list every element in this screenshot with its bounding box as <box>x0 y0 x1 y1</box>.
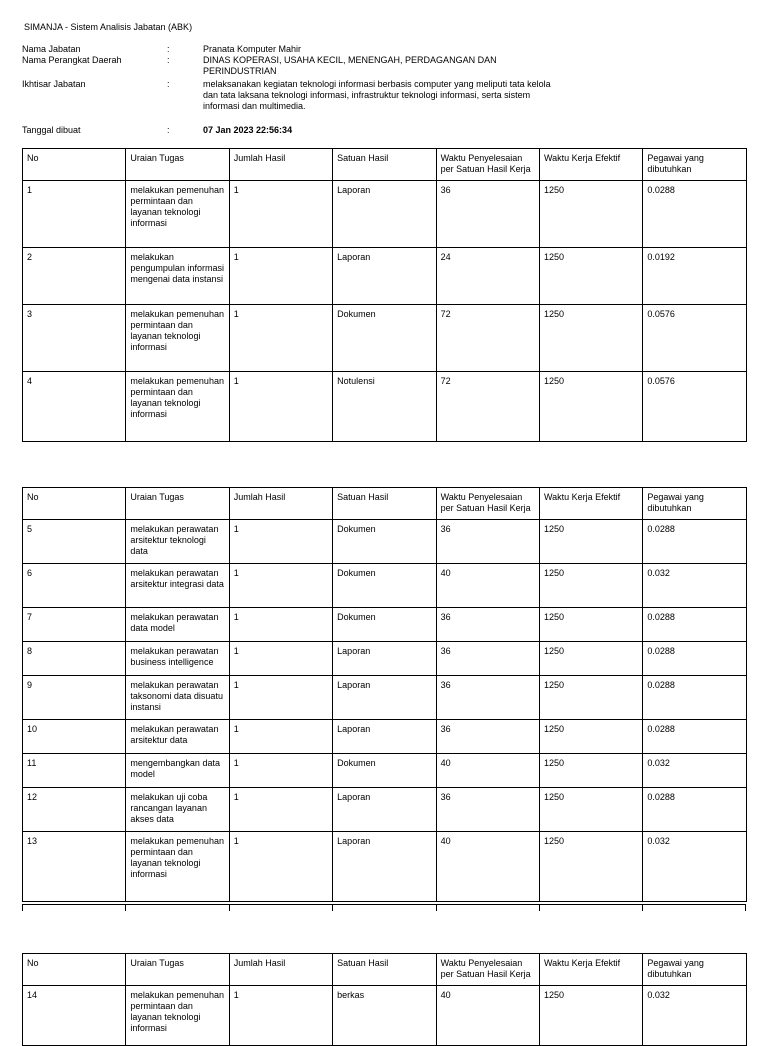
col-waktu-penyelesaian: 40 <box>436 986 539 1046</box>
col-satuan: Laporan <box>333 720 436 754</box>
meta-value: Pranata Komputer Mahir <box>203 44 302 54</box>
table-row <box>23 986 747 1046</box>
table-row <box>23 248 747 305</box>
col-jumlah: 1 <box>229 305 332 372</box>
col-waktu-penyelesaian: 36 <box>436 520 539 564</box>
col-waktu-efektif: 1250 <box>539 181 642 248</box>
col-waktu-efektif: 1250 <box>539 986 642 1046</box>
col-jumlah: 1 <box>229 788 332 832</box>
col-no: 5 <box>23 520 126 564</box>
task-table <box>22 148 747 442</box>
col-pegawai: 0.0288 <box>643 181 746 248</box>
col-waktu-penyelesaian: 36 <box>436 181 539 248</box>
header-waktu-efektif: Waktu Kerja Efektif <box>539 149 642 181</box>
col-satuan: Laporan <box>333 181 436 248</box>
col-jumlah: 1 <box>229 832 332 902</box>
col-uraian: melakukan perawatan data model <box>126 608 229 642</box>
col-no: 7 <box>23 608 126 642</box>
col-uraian: melakukan pemenuhan permintaan dan layanan teknologi informasi <box>126 372 229 442</box>
table-header-row <box>23 488 747 520</box>
col-waktu-penyelesaian: 40 <box>436 754 539 788</box>
col-uraian: melakukan perawatan arsitektur teknologi data <box>126 520 229 564</box>
col-waktu-efektif: 1250 <box>539 564 642 608</box>
col-jumlah: 1 <box>229 986 332 1046</box>
table-row <box>23 720 747 754</box>
header-pegawai: Pegawai yang dibutuhkan <box>643 488 746 520</box>
meta-label: Ikhtisar Jabatan <box>22 79 86 89</box>
col-no: 1 <box>23 181 126 248</box>
meta-perangkat-daerah <box>22 55 582 77</box>
col-satuan: Notulensi <box>333 372 436 442</box>
col-waktu-penyelesaian: 72 <box>436 305 539 372</box>
col-waktu-penyelesaian: 40 <box>436 564 539 608</box>
header-waktu-penyelesaian: Waktu Penyelesaian per Satuan Hasil Kerja <box>436 954 539 986</box>
col-jumlah: 1 <box>229 248 332 305</box>
meta-nama-jabatan <box>22 44 582 55</box>
header-no: No <box>23 488 126 520</box>
table-header-row <box>23 954 747 986</box>
table-row <box>23 181 747 248</box>
col-no: 9 <box>23 676 126 720</box>
col-pegawai: 0.032 <box>643 564 746 608</box>
col-waktu-penyelesaian: 36 <box>436 676 539 720</box>
header-waktu-penyelesaian: Waktu Penyelesaian per Satuan Hasil Kerja <box>436 488 539 520</box>
col-uraian: melakukan perawatan arsitektur data <box>126 720 229 754</box>
col-waktu-efektif: 1250 <box>539 305 642 372</box>
col-no: 13 <box>23 832 126 902</box>
col-uraian: mengembangkan data model <box>126 754 229 788</box>
col-uraian: melakukan pemenuhan permintaan dan layanan teknologi informasi <box>126 181 229 248</box>
table-header-row <box>23 149 747 181</box>
col-satuan: Dokumen <box>333 564 436 608</box>
col-waktu-efektif: 1250 <box>539 642 642 676</box>
header-uraian: Uraian Tugas <box>126 149 229 181</box>
task-table-3 <box>22 953 746 1046</box>
col-jumlah: 1 <box>229 372 332 442</box>
header-no: No <box>23 954 126 986</box>
meta-separator: : <box>167 44 170 54</box>
meta-separator: : <box>167 55 170 65</box>
header-jumlah: Jumlah Hasil <box>229 954 332 986</box>
col-satuan: Dokumen <box>333 305 436 372</box>
meta-value: 07 Jan 2023 22:56:34 <box>203 125 293 135</box>
table-row <box>23 372 747 442</box>
col-waktu-efektif: 1250 <box>539 520 642 564</box>
col-satuan: Laporan <box>333 642 436 676</box>
table-continuation <box>22 904 746 911</box>
task-table <box>22 953 747 1046</box>
col-uraian: melakukan pemenuhan permintaan dan layanan teknologi informasi <box>126 305 229 372</box>
col-pegawai: 0.0288 <box>643 520 746 564</box>
meta-value: melaksanakan kegiatan teknologi informasi berbasis computer yang meliputi tata kelola dan tata laksana teknologi informasi, infrastruktur teknologi informasi, serta sistem informasi dan multimedia. <box>203 79 551 111</box>
meta-ikhtisar <box>22 79 582 112</box>
col-waktu-penyelesaian: 40 <box>436 832 539 902</box>
col-waktu-efektif: 1250 <box>539 608 642 642</box>
table-row <box>23 642 747 676</box>
col-pegawai: 0.032 <box>643 832 746 902</box>
col-satuan: berkas <box>333 986 436 1046</box>
col-pegawai: 0.0288 <box>643 788 746 832</box>
header-jumlah: Jumlah Hasil <box>229 149 332 181</box>
col-waktu-efektif: 1250 <box>539 788 642 832</box>
col-uraian: melakukan uji coba rancangan layanan akses data <box>126 788 229 832</box>
task-table-2 <box>22 487 746 902</box>
table-row <box>23 305 747 372</box>
col-jumlah: 1 <box>229 676 332 720</box>
header-pegawai: Pegawai yang dibutuhkan <box>643 954 746 986</box>
col-waktu-penyelesaian: 36 <box>436 720 539 754</box>
header-waktu-efektif: Waktu Kerja Efektif <box>539 488 642 520</box>
col-pegawai: 0.0288 <box>643 676 746 720</box>
col-satuan: Laporan <box>333 676 436 720</box>
col-uraian: melakukan pemenuhan permintaan dan layanan teknologi informasi <box>126 986 229 1046</box>
col-no: 3 <box>23 305 126 372</box>
meta-label: Nama Jabatan <box>22 44 81 54</box>
meta-tanggal <box>22 125 582 136</box>
col-waktu-efektif: 1250 <box>539 676 642 720</box>
col-jumlah: 1 <box>229 181 332 248</box>
col-pegawai: 0.0576 <box>643 305 746 372</box>
col-no: 6 <box>23 564 126 608</box>
col-waktu-efektif: 1250 <box>539 720 642 754</box>
col-pegawai: 0.0192 <box>643 248 746 305</box>
col-waktu-penyelesaian: 36 <box>436 788 539 832</box>
col-uraian: melakukan pemenuhan permintaan dan layanan teknologi informasi <box>126 832 229 902</box>
col-waktu-efektif: 1250 <box>539 372 642 442</box>
table-row <box>23 564 747 608</box>
document-title: SIMANJA - Sistem Analisis Jabatan (ABK) <box>24 22 193 32</box>
task-table <box>22 487 747 902</box>
col-uraian: melakukan perawatan arsitektur integrasi data <box>126 564 229 608</box>
col-pegawai: 0.0288 <box>643 642 746 676</box>
meta-value: DINAS KOPERASI, USAHA KECIL, MENENGAH, PERDAGANGAN DAN PERINDUSTRIAN <box>203 55 497 76</box>
table-row <box>23 520 747 564</box>
header-jumlah: Jumlah Hasil <box>229 488 332 520</box>
header-uraian: Uraian Tugas <box>126 954 229 986</box>
col-pegawai: 0.032 <box>643 754 746 788</box>
col-no: 14 <box>23 986 126 1046</box>
col-waktu-efektif: 1250 <box>539 832 642 902</box>
table-row <box>23 608 747 642</box>
col-waktu-efektif: 1250 <box>539 754 642 788</box>
header-waktu-efektif: Waktu Kerja Efektif <box>539 954 642 986</box>
table-row <box>23 832 747 902</box>
col-jumlah: 1 <box>229 520 332 564</box>
col-waktu-efektif: 1250 <box>539 248 642 305</box>
col-no: 10 <box>23 720 126 754</box>
col-pegawai: 0.0576 <box>643 372 746 442</box>
header-satuan: Satuan Hasil <box>333 488 436 520</box>
header-satuan: Satuan Hasil <box>333 149 436 181</box>
col-no: 11 <box>23 754 126 788</box>
col-waktu-penyelesaian: 36 <box>436 642 539 676</box>
header-pegawai: Pegawai yang dibutuhkan <box>643 149 746 181</box>
col-satuan: Dokumen <box>333 754 436 788</box>
col-no: 8 <box>23 642 126 676</box>
col-jumlah: 1 <box>229 564 332 608</box>
col-satuan: Laporan <box>333 248 436 305</box>
col-satuan: Dokumen <box>333 520 436 564</box>
col-no: 12 <box>23 788 126 832</box>
col-jumlah: 1 <box>229 642 332 676</box>
col-jumlah: 1 <box>229 754 332 788</box>
col-uraian: melakukan perawatan business intelligence <box>126 642 229 676</box>
header-waktu-penyelesaian: Waktu Penyelesaian per Satuan Hasil Kerja <box>436 149 539 181</box>
meta-separator: : <box>167 125 170 135</box>
col-satuan: Dokumen <box>333 608 436 642</box>
col-pegawai: 0.0288 <box>643 720 746 754</box>
meta-separator: : <box>167 79 170 89</box>
meta-label: Nama Perangkat Daerah <box>22 55 122 65</box>
col-waktu-penyelesaian: 36 <box>436 608 539 642</box>
col-pegawai: 0.032 <box>643 986 746 1046</box>
header-uraian: Uraian Tugas <box>126 488 229 520</box>
table-row <box>23 788 747 832</box>
col-no: 2 <box>23 248 126 305</box>
col-waktu-penyelesaian: 24 <box>436 248 539 305</box>
task-table-1 <box>22 148 746 442</box>
table-row <box>23 676 747 720</box>
meta-label: Tanggal dibuat <box>22 125 81 135</box>
header-no: No <box>23 149 126 181</box>
col-uraian: melakukan perawatan taksonomi data disuatu instansi <box>126 676 229 720</box>
col-uraian: melakukan pengumpulan informasi mengenai data instansi <box>126 248 229 305</box>
col-pegawai: 0.0288 <box>643 608 746 642</box>
table-row <box>23 754 747 788</box>
col-jumlah: 1 <box>229 720 332 754</box>
col-waktu-penyelesaian: 72 <box>436 372 539 442</box>
col-satuan: Laporan <box>333 832 436 902</box>
col-satuan: Laporan <box>333 788 436 832</box>
header-satuan: Satuan Hasil <box>333 954 436 986</box>
col-jumlah: 1 <box>229 608 332 642</box>
col-no: 4 <box>23 372 126 442</box>
